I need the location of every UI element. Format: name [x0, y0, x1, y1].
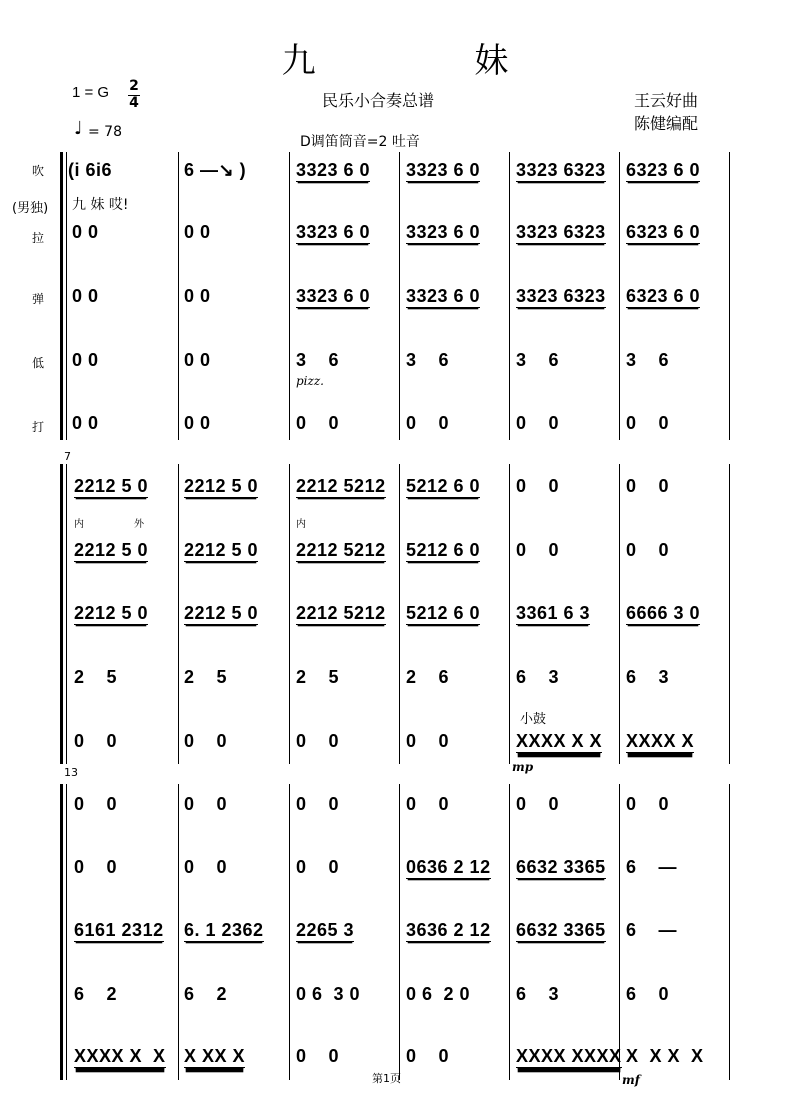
system-brace [60, 464, 63, 764]
bowing-mark-inner: 内 [74, 519, 84, 530]
plucked-m7: 2212 5 0 [74, 603, 149, 623]
perc-m6: 0 0 [626, 413, 670, 433]
perc-m15: 0 0 [296, 1046, 340, 1066]
bass-m12: 6 3 [626, 667, 670, 687]
perc-m9: 0 0 [296, 731, 340, 751]
strings-m4: 3323 6 0 [406, 222, 481, 242]
flute-m1: (i 6i6 [68, 160, 113, 180]
system-brace [60, 152, 63, 440]
bass-m13: 6 2 [74, 984, 118, 1004]
perc-m3: 0 0 [296, 413, 340, 433]
system-brace [60, 784, 63, 1080]
perc-m8: 0 0 [184, 731, 228, 751]
system-barline [66, 152, 67, 440]
strings-m16: 0636 2 12 [406, 857, 491, 877]
perc-m11: XXXX X X [516, 731, 603, 751]
perc-m13: XXXX X X [74, 1046, 166, 1066]
bass-m17: 6 3 [516, 984, 560, 1004]
measure-number: 7 [64, 450, 71, 463]
barline [729, 784, 730, 1080]
bass-m1: 0 0 [72, 350, 99, 370]
plucked-m12: 6666 3 0 [626, 603, 701, 623]
flute-m16: 0 0 [406, 794, 450, 814]
barline [619, 152, 620, 440]
dynamic-mark: mp [512, 760, 534, 774]
flute-m13: 0 0 [74, 794, 118, 814]
plucked-m10: 5212 6 0 [406, 603, 481, 623]
bass-m6: 3 6 [626, 350, 670, 370]
bass-m11: 6 3 [516, 667, 560, 687]
perc-m17: XXXX XXXX [516, 1046, 622, 1066]
strings-m1: 0 0 [72, 222, 99, 242]
flute-m8: 2212 5 0 [184, 476, 259, 496]
strings-m6: 6323 6 0 [626, 222, 701, 242]
bass-m3: 3 6 [296, 350, 340, 370]
plucked-m1: 0 0 [72, 286, 99, 306]
time-signature-denominator: 4 [129, 95, 139, 111]
plucked-m3: 3323 6 0 [296, 286, 371, 306]
instrument-label-strings: 拉 [32, 231, 45, 245]
perc-m7: 0 0 [74, 731, 118, 751]
pizz-marking: pizz. [296, 374, 324, 388]
barline [399, 464, 400, 764]
composer: 王云好曲 [634, 91, 699, 110]
strings-m10: 5212 6 0 [406, 540, 481, 560]
bass-m7: 2 5 [74, 667, 118, 687]
snare-drum-label: 小鼓 [520, 712, 547, 727]
measure-number: 13 [64, 766, 78, 779]
plucked-m14: 6. 1 2362 [184, 920, 264, 940]
strings-m18: 6 — [626, 857, 678, 877]
arranger: 陈健编配 [634, 114, 699, 133]
page-number: 第1页 [372, 1072, 401, 1085]
strings-m12: 0 0 [626, 540, 670, 560]
bowing-mark-outer: 外 [134, 519, 144, 530]
bass-m16: 0 6 2 0 [406, 984, 471, 1004]
perc-m14: X XX X [184, 1046, 246, 1066]
bowing-mark-inner: 内 [296, 519, 306, 530]
perc-m2: 0 0 [184, 413, 211, 433]
dynamic-mark: mf [622, 1073, 640, 1087]
quarter-note-icon: ♩ [74, 118, 83, 139]
key-signature: 1 = G [72, 84, 110, 101]
plucked-m16: 3636 2 12 [406, 920, 491, 940]
bass-m9: 2 5 [296, 667, 340, 687]
strings-m5: 3323 6323 [516, 222, 606, 242]
strings-m7: 2212 5 0 [74, 540, 149, 560]
barline [399, 152, 400, 440]
perc-m1: 0 0 [72, 413, 99, 433]
plucked-m8: 2212 5 0 [184, 603, 259, 623]
barline [289, 464, 290, 764]
instrument-label-male-solo: (男独) [12, 201, 49, 216]
flute-m15: 0 0 [296, 794, 340, 814]
time-signature-numerator: 2 [129, 78, 139, 94]
flute-m4: 3323 6 0 [406, 160, 481, 180]
perc-m10: 0 0 [406, 731, 450, 751]
flute-m5: 3323 6323 [516, 160, 606, 180]
plucked-m2: 0 0 [184, 286, 211, 306]
bass-m5: 3 6 [516, 350, 560, 370]
strings-m9: 2212 5212 [296, 540, 386, 560]
plucked-m6: 6323 6 0 [626, 286, 701, 306]
strings-m15: 0 0 [296, 857, 340, 877]
perc-m16: 0 0 [406, 1046, 450, 1066]
flute-tuning-note: D调笛筒音=2 吐音 [300, 134, 420, 150]
perc-m4: 0 0 [406, 413, 450, 433]
strings-m2: 0 0 [184, 222, 211, 242]
instrument-label-plucked: 弹 [32, 292, 45, 306]
subtitle: 民乐小合奏总谱 [322, 91, 435, 110]
flute-m6: 6323 6 0 [626, 160, 701, 180]
plucked-m15: 2265 3 [296, 920, 355, 940]
bass-m8: 2 5 [184, 667, 228, 687]
plucked-m9: 2212 5212 [296, 603, 386, 623]
page-title: 九 妹 [281, 41, 583, 81]
perc-m18: X X X X [626, 1046, 704, 1066]
bass-m18: 6 0 [626, 984, 670, 1004]
plucked-m17: 6632 3365 [516, 920, 606, 940]
system-barline [66, 784, 67, 1080]
strings-m14: 0 0 [184, 857, 228, 877]
bass-m4: 3 6 [406, 350, 450, 370]
strings-m8: 2212 5 0 [184, 540, 259, 560]
barline [619, 784, 620, 1080]
barline [509, 784, 510, 1080]
flute-m11: 0 0 [516, 476, 560, 496]
strings-m13: 0 0 [74, 857, 118, 877]
plucked-m13: 6161 2312 [74, 920, 164, 940]
barline [178, 784, 179, 1080]
flute-m7: 2212 5 0 [74, 476, 149, 496]
instrument-label-bass: 低 [32, 356, 45, 370]
flute-m18: 0 0 [626, 794, 670, 814]
barline [289, 784, 290, 1080]
instrument-label-flute: 吹 [32, 164, 45, 178]
barline [729, 464, 730, 764]
perc-m12: XXXX X [626, 731, 695, 751]
tempo-marking: = 78 [88, 124, 122, 140]
barline [399, 784, 400, 1080]
instrument-label-percussion: 打 [32, 420, 45, 434]
plucked-m18: 6 — [626, 920, 678, 940]
barline [619, 464, 620, 764]
bass-m15: 0 6 3 0 [296, 984, 361, 1004]
lyrics: 九 妹 哎! [72, 197, 129, 213]
flute-m2: 6 —↘ ) [184, 160, 247, 180]
flute-m14: 0 0 [184, 794, 228, 814]
barline [178, 152, 179, 440]
barline [289, 152, 290, 440]
perc-m5: 0 0 [516, 413, 560, 433]
strings-m11: 0 0 [516, 540, 560, 560]
plucked-m5: 3323 6323 [516, 286, 606, 306]
strings-m17: 6632 3365 [516, 857, 606, 877]
flute-m12: 0 0 [626, 476, 670, 496]
barline [509, 464, 510, 764]
system-barline [66, 464, 67, 764]
plucked-m11: 3361 6 3 [516, 603, 591, 623]
plucked-m4: 3323 6 0 [406, 286, 481, 306]
barline [729, 152, 730, 440]
flute-m17: 0 0 [516, 794, 560, 814]
flute-m10: 5212 6 0 [406, 476, 481, 496]
bass-m10: 2 6 [406, 667, 450, 687]
barline [178, 464, 179, 764]
barline [509, 152, 510, 440]
bass-m2: 0 0 [184, 350, 211, 370]
bass-m14: 6 2 [184, 984, 228, 1004]
flute-m9: 2212 5212 [296, 476, 386, 496]
strings-m3: 3323 6 0 [296, 222, 371, 242]
flute-m3: 3323 6 0 [296, 160, 371, 180]
